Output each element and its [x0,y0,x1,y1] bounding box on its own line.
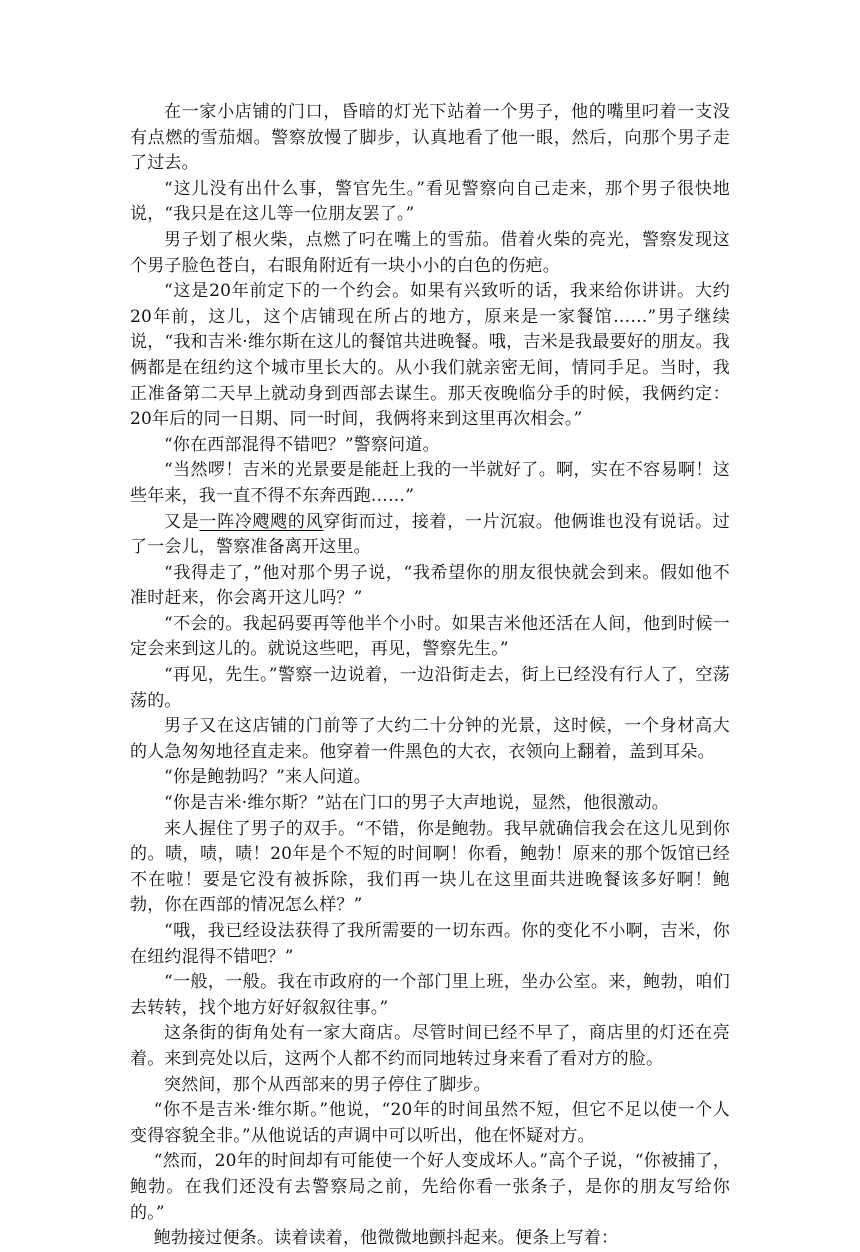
paragraph-5: “你在西部混得不错吧？”警察问道。 [164,434,440,455]
paragraph-7 [130,510,730,561]
paragraph-6: “当然啰！吉米的光景要是能赶上我的一半就好了。啊，实在不容易啊！这些年来，我一直不得不东奔西跑……” [130,460,730,506]
paragraph-20: “然而，20年的时间却有可能使一个好人变成坏人。”高个子说，“你被捕了，鲍勃。在我们还没有去警察局之前，先给你看一张条子，是你的朋友写给你的。” [130,1151,730,1223]
paragraph-1: 在一家小店铺的门口，昏暗的灯光下站着一个男子，他的嘴里叼着一支没有点燃的雪茄烟。警察放慢了脚步，认真地看了他一眼，然后，向那个男子走了过去。 [130,102,730,174]
paragraph-17: 这条街的街角处有一家大商店。尽管时间已经不早了，商店里的灯还在亮着。来到亮处以后，这两个人都不约而同地转过身来看了看对方的脸。 [130,1023,730,1069]
paragraph-12: “你是鲍勃吗？”来人问道。 [164,767,371,788]
paragraph-3: 男子划了根火柴，点燃了叼在嘴上的雪茄。借着火柴的亮光，警察发现这个男子脸色苍白，右眼角附近有一块小小的白色的伤疤。 [130,229,730,276]
paragraph-21: 鲍勃接过便条。读着读着，他微微地颤抖起来。便条上写着： [153,1228,619,1249]
paragraph-4: “这是20年前定下的一个约会。如果有兴致听的话，我来给你讲讲。大约20年前，这儿，这个店铺现在所占的地方，原来是一家餐馆……”男子继续说，“我和吉米·维尔斯在这儿的餐馆共进晚餐。哦，吉米是我最要好的朋友。我俩都是在纽约这个城市里长大的。从小我们就亲密无间，情同手足。当时，我正准备第二天早上就动身到西部去谋生。那天夜晚临分手的时候，我俩约定：20年后的同一日期、同一时间，我俩将来到这里再次相会。” [130,281,730,430]
paragraph-8: “我得走了，”他对那个男子说，“我希望你的朋友很快就会到来。假如他不准时赶来，你会离开这儿吗？” [130,562,730,609]
paragraph-10: “再见，先生。”警察一边说着，一边沿街走去，街上已经没有行人了，空荡荡的。 [130,665,730,711]
story-text [130,100,730,1252]
paragraph-15: “哦，我已经设法获得了我所需要的一切东西。你的变化不小啊，吉米，你在纽约混得不错吧？” [130,921,730,967]
paragraph-7-rest: 穿街而过，接着，一片沉寂。他俩谁也没有说话。过了一会儿，警察准备离开这里。 [130,511,730,558]
paragraph-7-lead: 又是 [164,511,200,532]
paragraph-16: “一般，一般。我在市政府的一个部门里上班，坐办公室。来，鲍勃，咱们去转转，找个地方好好叙叙往事。” [130,972,730,1018]
paragraph-18: 突然间，那个从西部来的男子停住了脚步。 [164,1074,491,1095]
underlined-phrase: 一阵冷飕飕的风 [199,511,324,532]
paragraph-11: 男子又在这店铺的门前等了大约二十分钟的光景，这时候，一个身材高大的人急匆匆地径直走来。他穿着一件黑色的大衣，衣领向上翻着，盖到耳朵。 [130,716,730,762]
paragraph-9: “不会的。我起码要再等他半个小时。如果吉米他还活在人间，他到时候一定会来到这儿的。就说这些吧，再见，警察先生。” [130,613,730,660]
paragraph-2: “这儿没有出什么事，警官先生。”看见警察向自己走来，那个男子很快地说，“我只是在这儿等一位朋友罢了。” [130,178,730,225]
paragraph-14: 来人握住了男子的双手。“不错，你是鲍勃。我早就确信我会在这儿见到你的。啧，啧，啧！20年是个不短的时间啊！你看，鲍勃！原来的那个饭馆已经不在啦！要是它没有被拆除，我们再一块儿在这里面共进晚餐该多好啊！鲍勃，你在西部的情况怎么样？” [130,818,730,916]
paragraph-19: “你不是吉米·维尔斯。”他说，“20年的时间虽然不短，但它不足以使一个人变得容貌全非。”从他说话的声调中可以听出，他在怀疑对方。 [130,1100,730,1146]
paragraph-13: “你是吉米·维尔斯？”站在门口的男子大声地说，显然，他很激动。 [164,793,669,814]
